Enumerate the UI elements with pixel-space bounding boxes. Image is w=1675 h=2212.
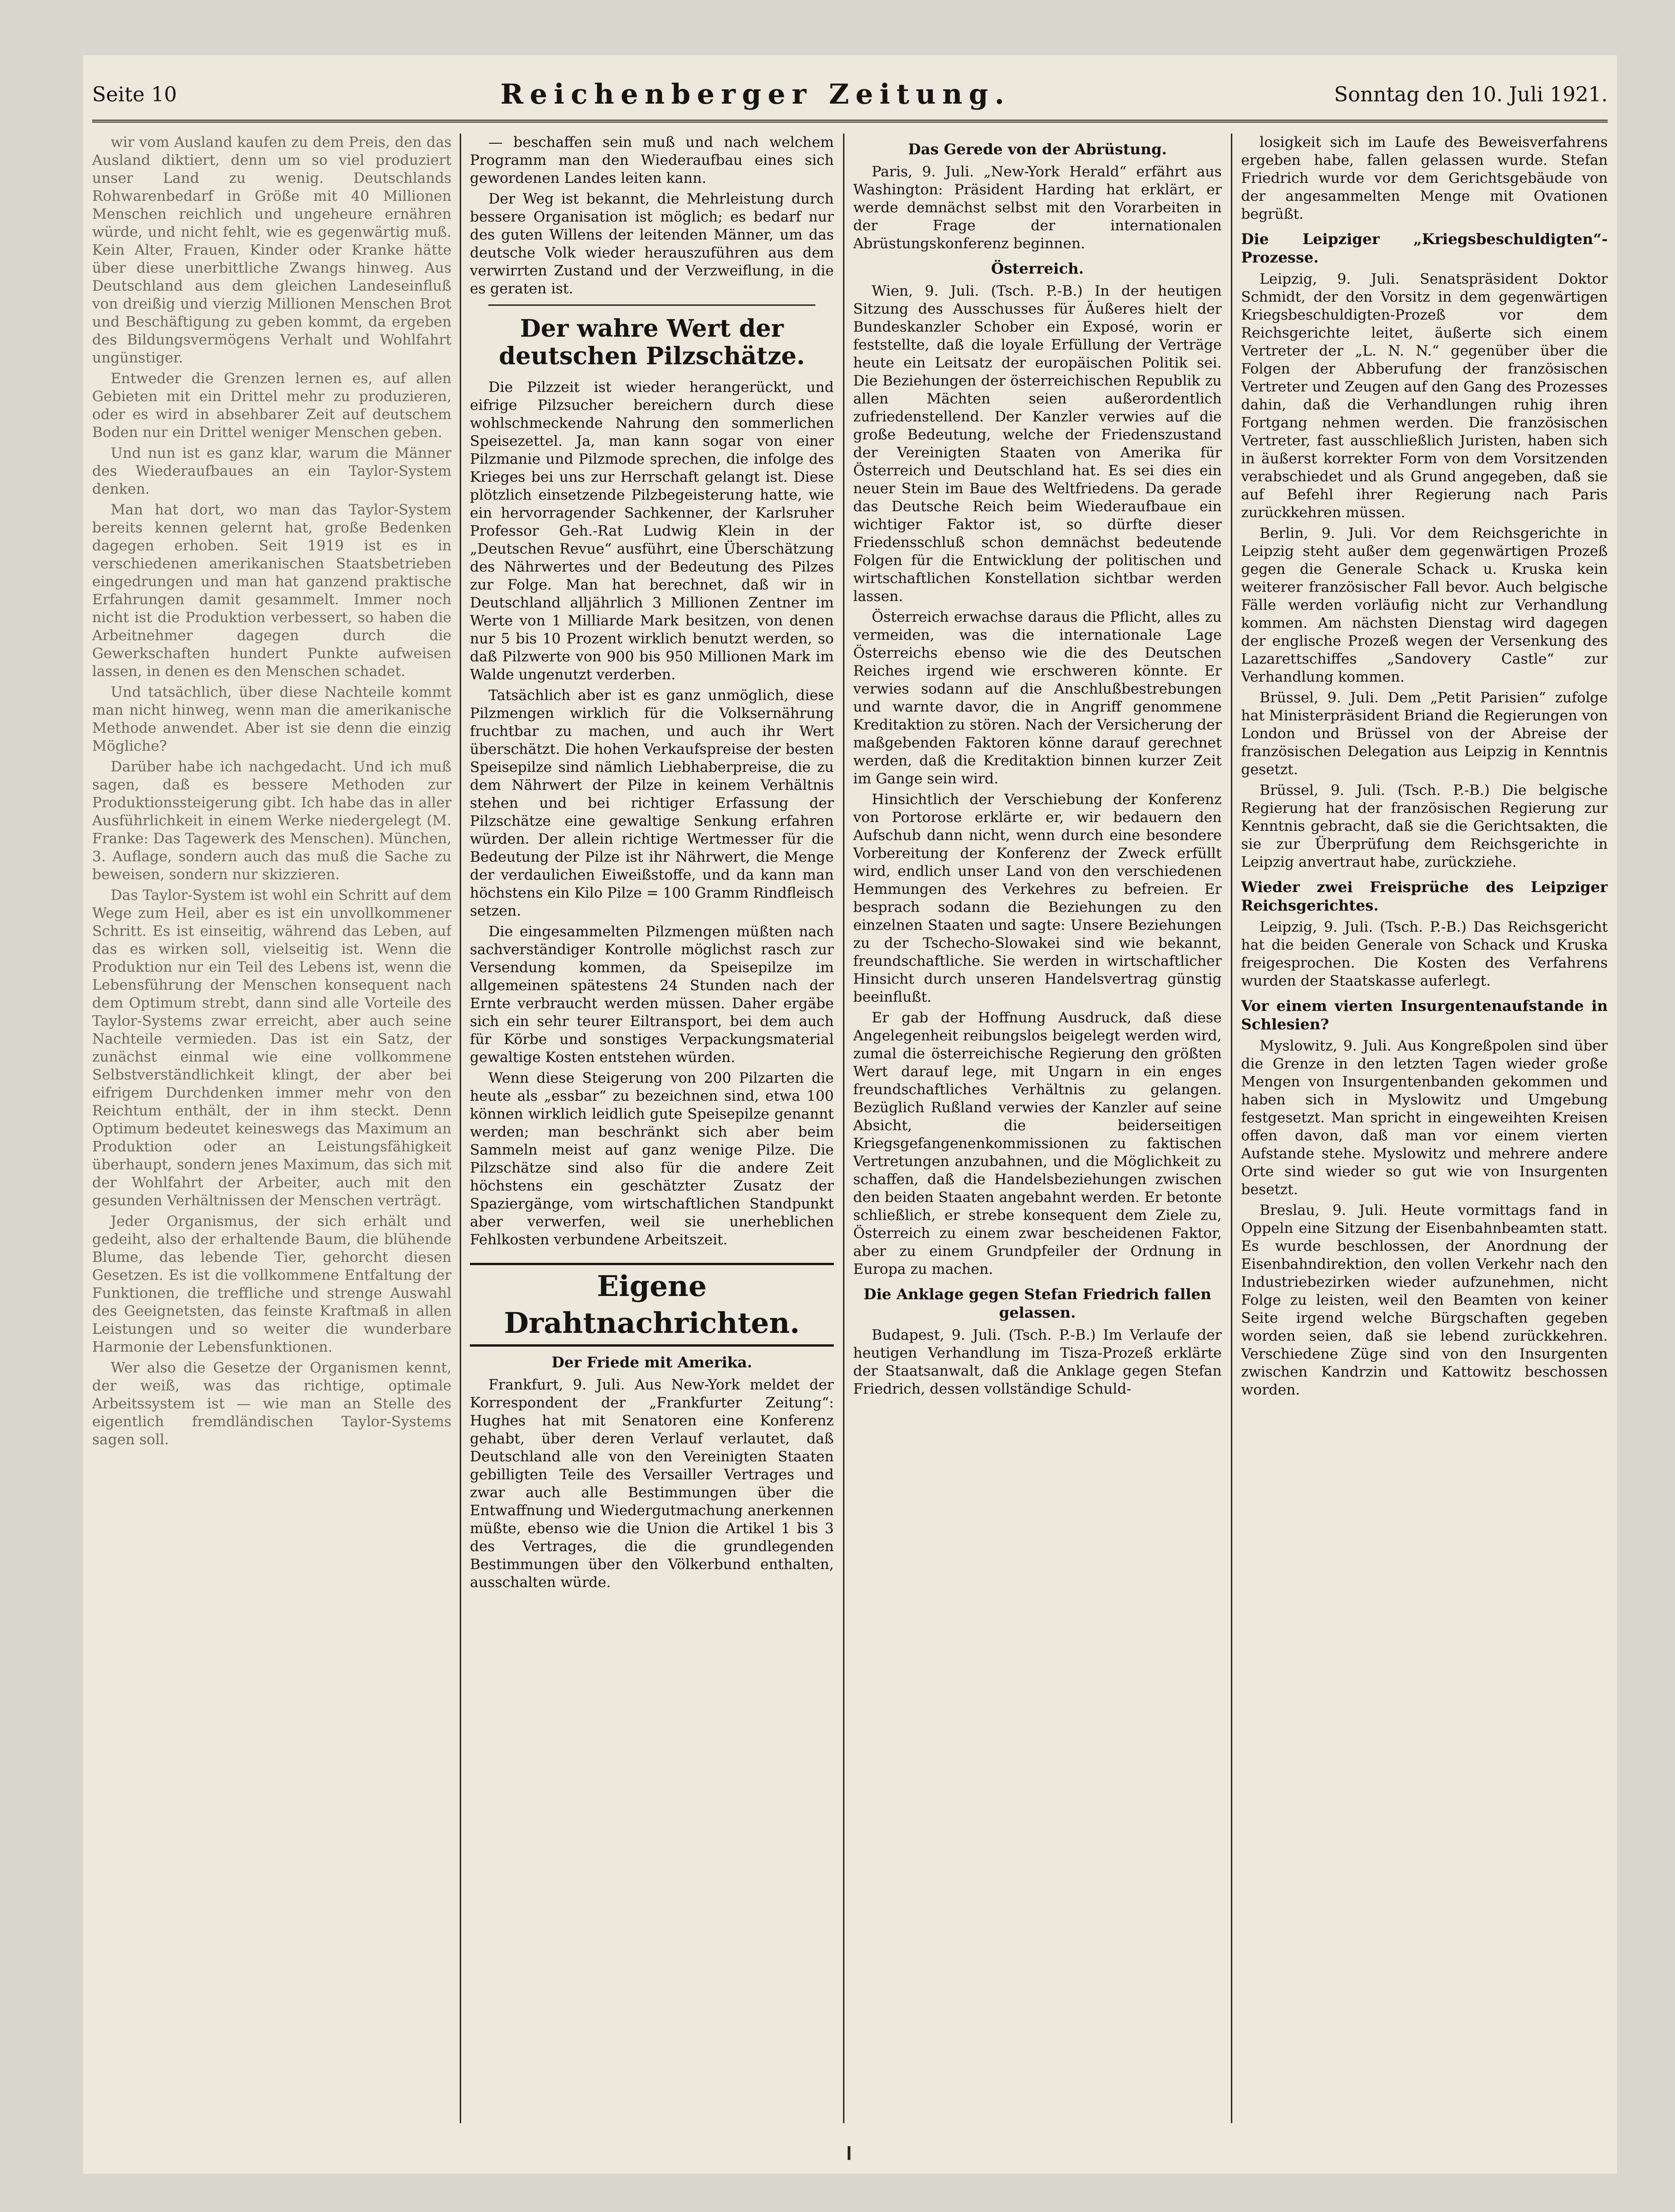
column-3 bbox=[853, 134, 1222, 2123]
paragraph: Leipzig, 9. Juli. (Tsch. P.-B.) Das Reichsgericht hat die beiden Generale von Schack und Kruska freigesprochen. Die Kosten des Verfahrens wurden der Staatskasse auferlegt. bbox=[1241, 919, 1608, 989]
paragraph: losigkeit sich im Laufe des Beweisverfahrens ergeben habe, fallen gelassen wurde. Stefan Friedrich wurde vor dem Gerichtsgebäude von der angesammelten Menge mit Ovationen begrüßt. bbox=[1241, 134, 1608, 222]
subheading: Vor einem vierten Insurgentenaufstande in Schlesien? bbox=[1241, 997, 1608, 1033]
separator bbox=[488, 304, 815, 306]
paragraph: Paris, 9. Juli. „New-York Herald“ erfährt aus Washington: Präsident Harding hat erklärt, er werde demnächst selbst mit den Vorarbeiten in der Frage der internationalen Abrüstungskonferenz beginnen. bbox=[853, 163, 1222, 252]
article-heading: Der wahre Wert der deutschen Pilzschätze. bbox=[498, 315, 805, 370]
subheading: Das Gerede von der Abrüstung. bbox=[908, 140, 1167, 158]
subheading: Die Anklage gegen Stefan Friedrich fallen gelassen. bbox=[863, 1285, 1212, 1321]
paragraph: Das Taylor-System ist wohl ein Schritt auf dem Wege zum Heil, aber es ist ein unvollkommener Schritt. Es ist einseitig, während das Leben, auf das es wirken soll, vielseitig ist. Wenn die Produktion nur ein Teil des Lebens ist, wenn die Lebensführung der Menschen konsequent nach dem Optimum strebt, dann sind alle Vorteile des Taylor-Systems zwar erreicht, aber auch seine Nachteile vermieden. Das ist ein Satz, der zunächst einmal wie eine vollkommene Selbstverständlichkeit klingt, der aber bei eifrigem Durchdenken immer mehr von den Reichtum enthält, der in ihm steckt. Denn Optimum bedeutet keineswegs das Maximum an Produktion oder an Leistungsfähigkeit überhaupt, sondern jenes Maximum, das sich mit der Wohlfahrt der Arbeiter, auch mit den gesunden Verhältnissen der Menschen verträgt. bbox=[92, 887, 451, 1209]
paragraph: Die eingesammelten Pilzmengen müßten nach sachverständiger Kontrolle möglichst rasch zur Versendung kommen, da Speisepilze im allgemeinen spätestens 24 Stunden nach der Ernte verbraucht werden müssen. Daher ergäbe sich ein sehr teurer Eiltransport, bei dem auch für Körbe und sonstiges Verpackungsmaterial gewaltige Kosten entstehen würden. bbox=[470, 923, 834, 1066]
footer-mark bbox=[848, 2146, 850, 2160]
subheading: Der Friede mit Amerika. bbox=[551, 1354, 752, 1371]
paragraph: Wien, 9. Juli. (Tsch. P.-B.) In der heutigen Sitzung des Ausschusses für Äußeres hielt der Bundeskanzler Schober ein Exposé, worin er feststellte, daß die loyale Erfüllung der Verträge heute ein Leitsatz der europäischen Politik sei. Die Beziehungen der österreichischen Republik zu allen Mächten seien außerordentlich zufriedenstellend. Der Kanzler verwies auf die große Bedeutung, welche der Friedenszustand der Vereinigten Staaten von Amerika für Österreich und Deutschland hat. Es sei dies ein neuer Stein im Baue des Weltfriedens. Da gerade das Deutsche Reich beim Wiederaufbaue ein wichtiger Faktor ist, so dürfte dieser Friedensschluß schon demnächst bedeutende Folgen für die Entwicklung der politischen und wirtschaftlichen Konstellation sichtbar werden lassen. bbox=[853, 283, 1222, 605]
column-divider bbox=[843, 134, 844, 2123]
subheading: Wieder zwei Freisprüche des Leipziger Reichsgerichtes. bbox=[1241, 878, 1608, 914]
section-heading: Eigene Drahtnachrichten. bbox=[470, 1263, 834, 1347]
paragraph: Der Weg ist bekannt, die Mehrleistung durch bessere Organisation ist möglich; es bedarf nur des guten Willens der leitenden Männer, um das deutsche Volk wieder herauszuführen aus dem verwirrten Zustand und der Verzweiflung, in die es geraten ist. bbox=[470, 191, 834, 297]
paragraph: Myslowitz, 9. Juli. Aus Kongreßpolen sind über die Grenze in den letzten Tagen wieder große Mengen von Insurgentenbanden gekommen und haben sich in Myslowitz und Umgebung festgesetzt. Man spricht in eingeweihten Kreisen offen davon, daß man vor einem vierten Aufstande stehe. Myslowitz und mehrere andere Orte sind wieder so gut wie von Insurgenten besetzt. bbox=[1241, 1038, 1608, 1198]
subheading: Österreich. bbox=[991, 260, 1084, 277]
paragraph: Darüber habe ich nachgedacht. Und ich muß sagen, daß es bessere Methoden zur Produktionssteigerung gibt. Ich habe das in aller Ausführlichkeit in einem Werke niedergelegt (M. Franke: Das Tagewerk des Menschen). München, 3. Auflage, sondern auch das muß die Sache zu beweisen, sondern nur skizzieren. bbox=[92, 759, 451, 883]
paragraph: Man hat dort, wo man das Taylor-System bereits kennen gelernt hat, große Bedenken dagegen erhoben. Seit 1919 ist es in verschiedenen amerikanischen Staatsbetrieben eingedrungen und man hat ganzend praktische Erfahrungen damit gesammelt. Immer noch nicht ist die Produktion verbessert, so haben die Arbeitnehmer dagegen durch die Gewerkschaften hundert Punkte aufweisen lassen, in denen es den Menschen schadet. bbox=[92, 502, 451, 680]
paragraph: Brüssel, 9. Juli. Dem „Petit Parisien“ zufolge hat Ministerpräsident Briand die Regierungen von London und Brüssel von der Abreise der französischen Delegation aus Leipzig in Kenntnis gesetzt. bbox=[1241, 689, 1608, 778]
paragraph: Berlin, 9. Juli. Vor dem Reichsgerichte in Leipzig steht außer dem gegenwärtigen Prozeß gegen die Generale Schack u. Kruska kein weiterer französischer Fall bevor. Auch belgische Fälle werden vorläufig nicht zur Verhandlung kommen. Am nächsten Dienstag wird dagegen der englische Prozeß wegen der Versenkung des Lazarettschiffes „Sandovery Castle“ zur Verhandlung kommen. bbox=[1241, 525, 1608, 685]
paragraph: Brüssel, 9. Juli. (Tsch. P.-B.) Die belgische Regierung hat der französischen Regierung zur Kenntnis gebracht, daß sie die Gerichtsakten, die sie zur Überprüfung dem Reichsgerichte in Leipzig anvertraut habe, zurückziehe. bbox=[1241, 782, 1608, 870]
paragraph: Breslau, 9. Juli. Heute vormittags fand in Oppeln eine Sitzung der Eisenbahnbeamten statt. Es wurde beschlossen, der Anordnung der Eisenbahndirektion, den vollen Verkehr nach den Industriebezirken wieder aufzunehmen, nicht Folge zu leisten, weil den Beamten von keiner Seite irgend welche Bürgschaften gegeben worden seien, daß sie lebend zurückkehren. Verschiedene Züge sind von den Insurgenten zwischen Kandrzin und Kattowitz beschossen worden. bbox=[1241, 1202, 1608, 1398]
masthead bbox=[92, 69, 1608, 123]
paragraph: Tatsächlich aber ist es ganz unmöglich, diese Pilzmengen wirklich für die Volksernährung fruchtbar zu machen, und auch ihr Wert überschätzt. Die hohen Verkaufspreise der besten Speisepilze sind nämlich Liebhaberpreise, die zu dem Nährwert der Pilze in keinem Verhältnis stehen und bei richtiger Erfassung der Pilzschätze eine gewaltige Senkung erfahren würden. Der allein richtige Wertmesser für die Bedeutung der Pilze ist ihr Nährwert, die Menge der verdaulichen Eiweißstoffe, und da kann man höchstens ein Kilo Pilze = 100 Gramm Rindfleisch setzen. bbox=[470, 687, 834, 919]
column-2 bbox=[470, 134, 834, 2123]
paragraph: Wer also die Gesetze der Organismen kennt, der weiß, was das richtige, optimale Arbeitssystem ist — wie man an Stelle des eigentlich fremdländischen Taylor-Systems sagen soll. bbox=[92, 1360, 451, 1448]
paragraph: Er gab der Hoffnung Ausdruck, daß diese Angelegenheit reibungslos beigelegt werden wird, zumal die österreichische Regierung den größten Wert darauf lege, mit Ungarn in ein enges freundschaftliches Verhältnis zu gelangen. Bezüglich Rußland verwies der Kanzler auf seine Absicht, die beiderseitigen Kriegsgefangenenkommissionen zu faktischen Vertretungen anzubahnen, und die Möglichkeit zu schaffen, daß die Handelsbeziehungen zwischen den beiden Staaten angebahnt werden. Er betonte schließlich, er strebe konsequent dem Ziele zu, Österreich zu einem zwar bescheidenen Faktor, aber zu einem Grundpfeiler der Ordnung in Europa zu machen. bbox=[853, 1010, 1222, 1278]
newspaper-title: Reichenberger Zeitung. bbox=[500, 78, 1011, 111]
paragraph: Die Pilzzeit ist wieder herangerückt, und eifrige Pilzsucher bereichern durch diese wohlschmeckende Nahrung den sommerlichen Speisezettel. Ja, man kann sogar von einer Pilzmanie und Pilzmode sprechen, die infolge des Krieges bei uns zur Herrschaft gelangt ist. Diese plötzlich einsetzende Pilzbegeisterung hatte, wie ein hervorragender Sachkenner, der Karlsruher Professor Geh.-Rat Ludwig Klein in der „Deutschen Revue“ ausführt, eine Überschätzung des Nährwertes und der Bedeutung des Pilzes zur Folge. Man hat berechnet, daß wir in Deutschland alljährlich 3 Millionen Zentner im Werte von 1 Milliarde Mark besitzen, von denen nur 5 bis 10 Prozent wirklich benutzt werden, so daß Pilzwerte von 900 bis 950 Millionen Mark im Walde ungenutzt verderben. bbox=[470, 379, 834, 683]
paragraph: Frankfurt, 9. Juli. Aus New-York meldet der Korrespondent der „Frankfurter Zeitung“: Hughes hat mit Senatoren eine Konferenz gehabt, über deren Verlauf verlautet, daß Deutschland alle von den Vereinigten Staaten gebilligten Teile des Versailler Vertrages und zwar auch alle Bestimmungen über die Entwaffnung und Wiedergutmachung anerkennen müßte, ebenso wie die Union die Artikel 1 bis 3 des Vertrages, die die grundlegenden Bestimmungen über den Völkerbund enthalten, ausschalten würde. bbox=[470, 1377, 834, 1591]
paragraph: Hinsichtlich der Verschiebung der Konferenz von Portorose erklärte er, wir bedauern den Aufschub dann nicht, wenn durch eine besondere Vorbereitung der Konferenz der Zweck erfüllt wird, endlich unser Land von den verschiedenen Hemmungen des Verkehres zu befreien. Er besprach sodann die Beziehungen zu den einzelnen Staaten und sagte: Unsere Beziehungen zu der Tschecho-Slowakei sind wie bekannt, freundschaftliche. Sie werden in wirtschaftlicher Hinsicht durch unseren Handelsvertrag günstig beeinflußt. bbox=[853, 791, 1222, 1005]
paragraph: Und tatsächlich, über diese Nachteile kommt man nicht hinweg, wenn man die amerikanische Methode anwendet. Aber ist sie denn die einzig Mögliche? bbox=[92, 684, 451, 754]
paragraph: Und nun ist es ganz klar, warum die Männer des Wiederaufbaues an ein Taylor-System denken. bbox=[92, 445, 451, 497]
paragraph: wir vom Ausland kaufen zu dem Preis, den das Ausland diktiert, denn um so viel produziert unser Land zu wenig. Deutschlands Rohwarenbedarf in Größe mit 40 Millionen Menschen reichlich und ungeheure ernähren würde, und nicht fehlt, wie es gegenwärtig muß. Kein Alter, Frauen, Kinder oder Kranke hätte über diese unerbittliche Zwangs hinweg. Aus Deutschland aus dem gleichen Landeseinfluß von dreißig und vierzig Millionen Menschen Brot und Beschäftigung zu geben kommt, da ergeben des Bildungsvermögens Verhalt und Wohlfahrt ungünstiger. bbox=[92, 134, 451, 366]
subheading: Die Leipziger „Kriegsbeschuldigten“-Prozesse. bbox=[1241, 230, 1608, 266]
column-1 bbox=[92, 134, 451, 2123]
page-number: Seite 10 bbox=[92, 82, 177, 106]
column-4 bbox=[1241, 134, 1608, 2123]
issue-date: Sonntag den 10. Juli 1921. bbox=[1334, 82, 1608, 106]
paragraph: Leipzig, 9. Juli. Senatspräsident Doktor Schmidt, der den Vorsitz in dem gegenwärtigen Kriegsbeschuldigten-Prozeß vor dem Reichsgerichte leitet, äußerte sich einem Vertreter der „L. N. N.“ gegenüber über die Folgen der Abberufung der französischen Vertreter und Zeugen auf den Gang des Prozesses dahin, daß die Verhandlungen ruhig ihren Fortgang nehmen werden. Die französischen Vertreter, fast ausschließlich Juristen, haben sich in äußerst korrekter Form von dem Vorsitzenden verabschiedet und als Grund angegeben, daß sie auf Befehl ihrer Regierung nach Paris zurückkehren müssen. bbox=[1241, 271, 1608, 521]
paragraph: Entweder die Grenzen lernen es, auf allen Gebieten mit ein Drittel mehr zu produzieren, oder es wird in absehbarer Zeit auf deutschem Boden nur ein Drittel weniger Menschen geben. bbox=[92, 370, 451, 441]
paragraph: Jeder Organismus, der sich erhält und gedeiht, also der erhaltende Baum, die blühende Blume, das lebende Tier, gehorcht diesen Gesetzen. Es ist die vollkommene Entfaltung der Funktionen, die treffliche und strenge Auswahl des Geeignetsten, das feinste Kraftmaß in allen Leistungen und so weiter die wunderbare Harmonie der Lebensfunktionen. bbox=[92, 1213, 451, 1355]
paragraph: Österreich erwachse daraus die Pflicht, alles zu vermeiden, was die internationale Lage Österreichs ebenso wie die des Deutschen Reiches irgend wie erschweren könnte. Er verwies sodann auf die Anschlußbestrebungen und warnte davor, die in Angriff genommene Kreditaktion zu stören. Nach der Versicherung der maßgebenden Faktoren könne darauf gerechnet werden, daß die Kreditaktion binnen kurzer Zeit im Gange sein wird. bbox=[853, 609, 1222, 787]
newspaper-page bbox=[83, 55, 1617, 2174]
paragraph: Budapest, 9. Juli. (Tsch. P.-B.) Im Verlaufe der heutigen Verhandlung im Tisza-Prozeß erklärte der Staatsanwalt, daß die Anklage gegen Stefan Friedrich, dessen vollständige Schuld- bbox=[853, 1327, 1222, 1397]
column-divider bbox=[460, 134, 461, 2123]
column-divider bbox=[1231, 134, 1232, 2123]
paragraph: Wenn diese Steigerung von 200 Pilzarten die heute als „essbar“ zu bezeichnen sind, etwa 100 können wirklich leidlich gute Speisepilze genannt werden; man beschränkt sich aber beim Sammeln meist auf ganz wenige Pilze. Die Pilzschätze sind also für die andere Zeit höchstens ein geschätzter Zusatz der Spaziergänge, vom wirtschaftlichen Standpunkt aber verwerfen, weil sie unerheblichen Fehlkosten verbundene Arbeitszeit. bbox=[470, 1070, 834, 1248]
paragraph: — beschaffen sein muß und nach welchem Programm man den Wiederaufbau eines sich gewordenen Landes leiten kann. bbox=[470, 134, 834, 187]
